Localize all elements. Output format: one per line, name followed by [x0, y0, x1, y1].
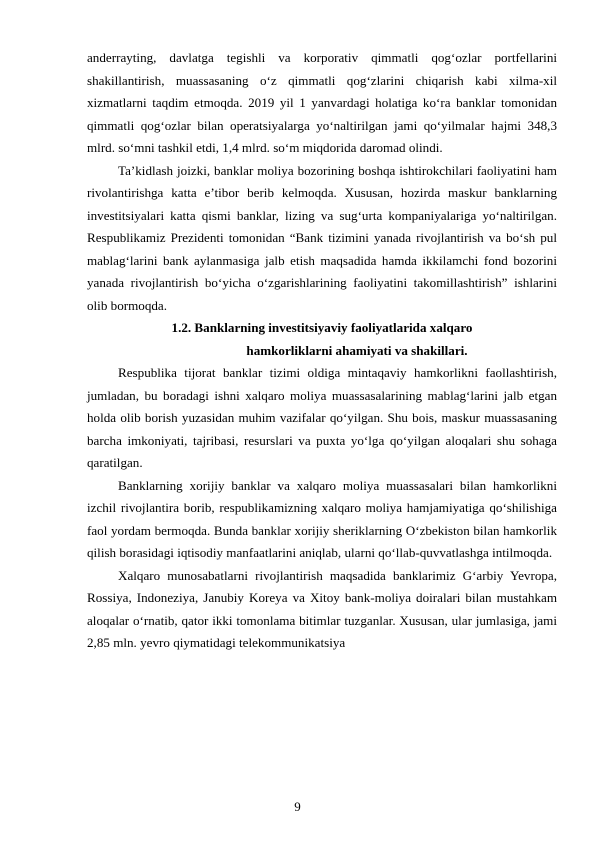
- section-heading: [87, 317, 557, 362]
- page-number: 9: [294, 799, 301, 814]
- paragraph-1: anderrayting, davlatga tegishli va korporativ qimmatli qog‘ozlar portfellarini shakillantirish, muassasaning o‘z qimmatli qog‘zlarini chiqarish kabi xilma-xil xizmatlarni taqdim etmoqda. 2019 yil 1 yanvardagi holatiga ko‘ra banklar tomonidan qimmatli qog‘ozlar bilan operatsiyalarga yo‘naltirilgan jami qo‘yilmalar hajmi 348,3 mlrd. so‘mni tashkil etdi, 1,4 mlrd. so‘m miqdorida daromad olindi.: [87, 50, 557, 155]
- paragraph-5: Xalqaro munosabatlarni rivojlantirish maqsadida banklarimiz G‘arbiy Yevropa, Rossiya, Indoneziya, Janubiy Koreya va Xitoy bank-moliya doiralari bilan mustahkam aloqalar o‘rnatib, qator ikki tomonlama bitimlar tuzganlar. Xususan, ular jumlasiga, jami 2,85 mln. yevro qiymatidagi telekommunikatsiya: [87, 567, 557, 650]
- paragraph-2: Ta’kidlash joizki, banklar moliya bozorining boshqa ishtirokchilari faoliyatini ham rivolantirishga katta e’tibor berib kelmoqda. Xususan, hozirda maskur banklarning investitsiyalari katta qismi banklar, lizing va sug‘urta kompaniyalariga yo‘naltirilgan. Respublikamiz Prezidenti tomonidan “Bank tizimini yanada rivojlantirish va bo‘sh pul mablag‘larini bank aylanmasiga jalb etish maqsadida hamda ikkilamchi fond bozorini yanada rivojlantirish bo‘yicha o‘zgarishlarining faoliyatini takomillashtirish” ishlarini olib bormoqda.: [87, 162, 557, 313]
- section-heading-line-1: 1.2. Banklarning investitsiyaviy faoliyatlarida xalqaro: [171, 320, 473, 335]
- section-heading-line-2: hamkorliklarni ahamiyati va shakillari.: [246, 342, 468, 358]
- paragraph-3: Respublika tijorat banklar tizimi oldiga mintaqaviy hamkorlikni faollashtirish, jumladan, bu boradagi ishni xalqaro moliya muassasalarining mablag‘larini jalb etgan holda olib borish yuzasidan muhim vazifalar qo‘yilgan. Shu bois, maskur muassasaning barcha imkoniyati, tajribasi, resurslari va puxta yo‘lga qo‘yilgan aloqalari shu sohaga qaratilgan.: [87, 365, 557, 470]
- page-body: [87, 47, 557, 655]
- paragraph-4: Banklarning xorijiy banklar va xalqaro moliya muassasalari bilan hamkorlikni izchil rivojlantira borib, respublikamizning xalqaro moliya hamjamiyatiga qo‘shilishiga faol yordam bermoqda. Bunda banklar xorijiy sheriklarning O‘zbekiston bilan hamkorlik qilish borasidagi iqtisodiy manfaatlarini aniqlab, ularni qo‘llab-quvvatlashga intilmoqda.: [87, 477, 557, 560]
